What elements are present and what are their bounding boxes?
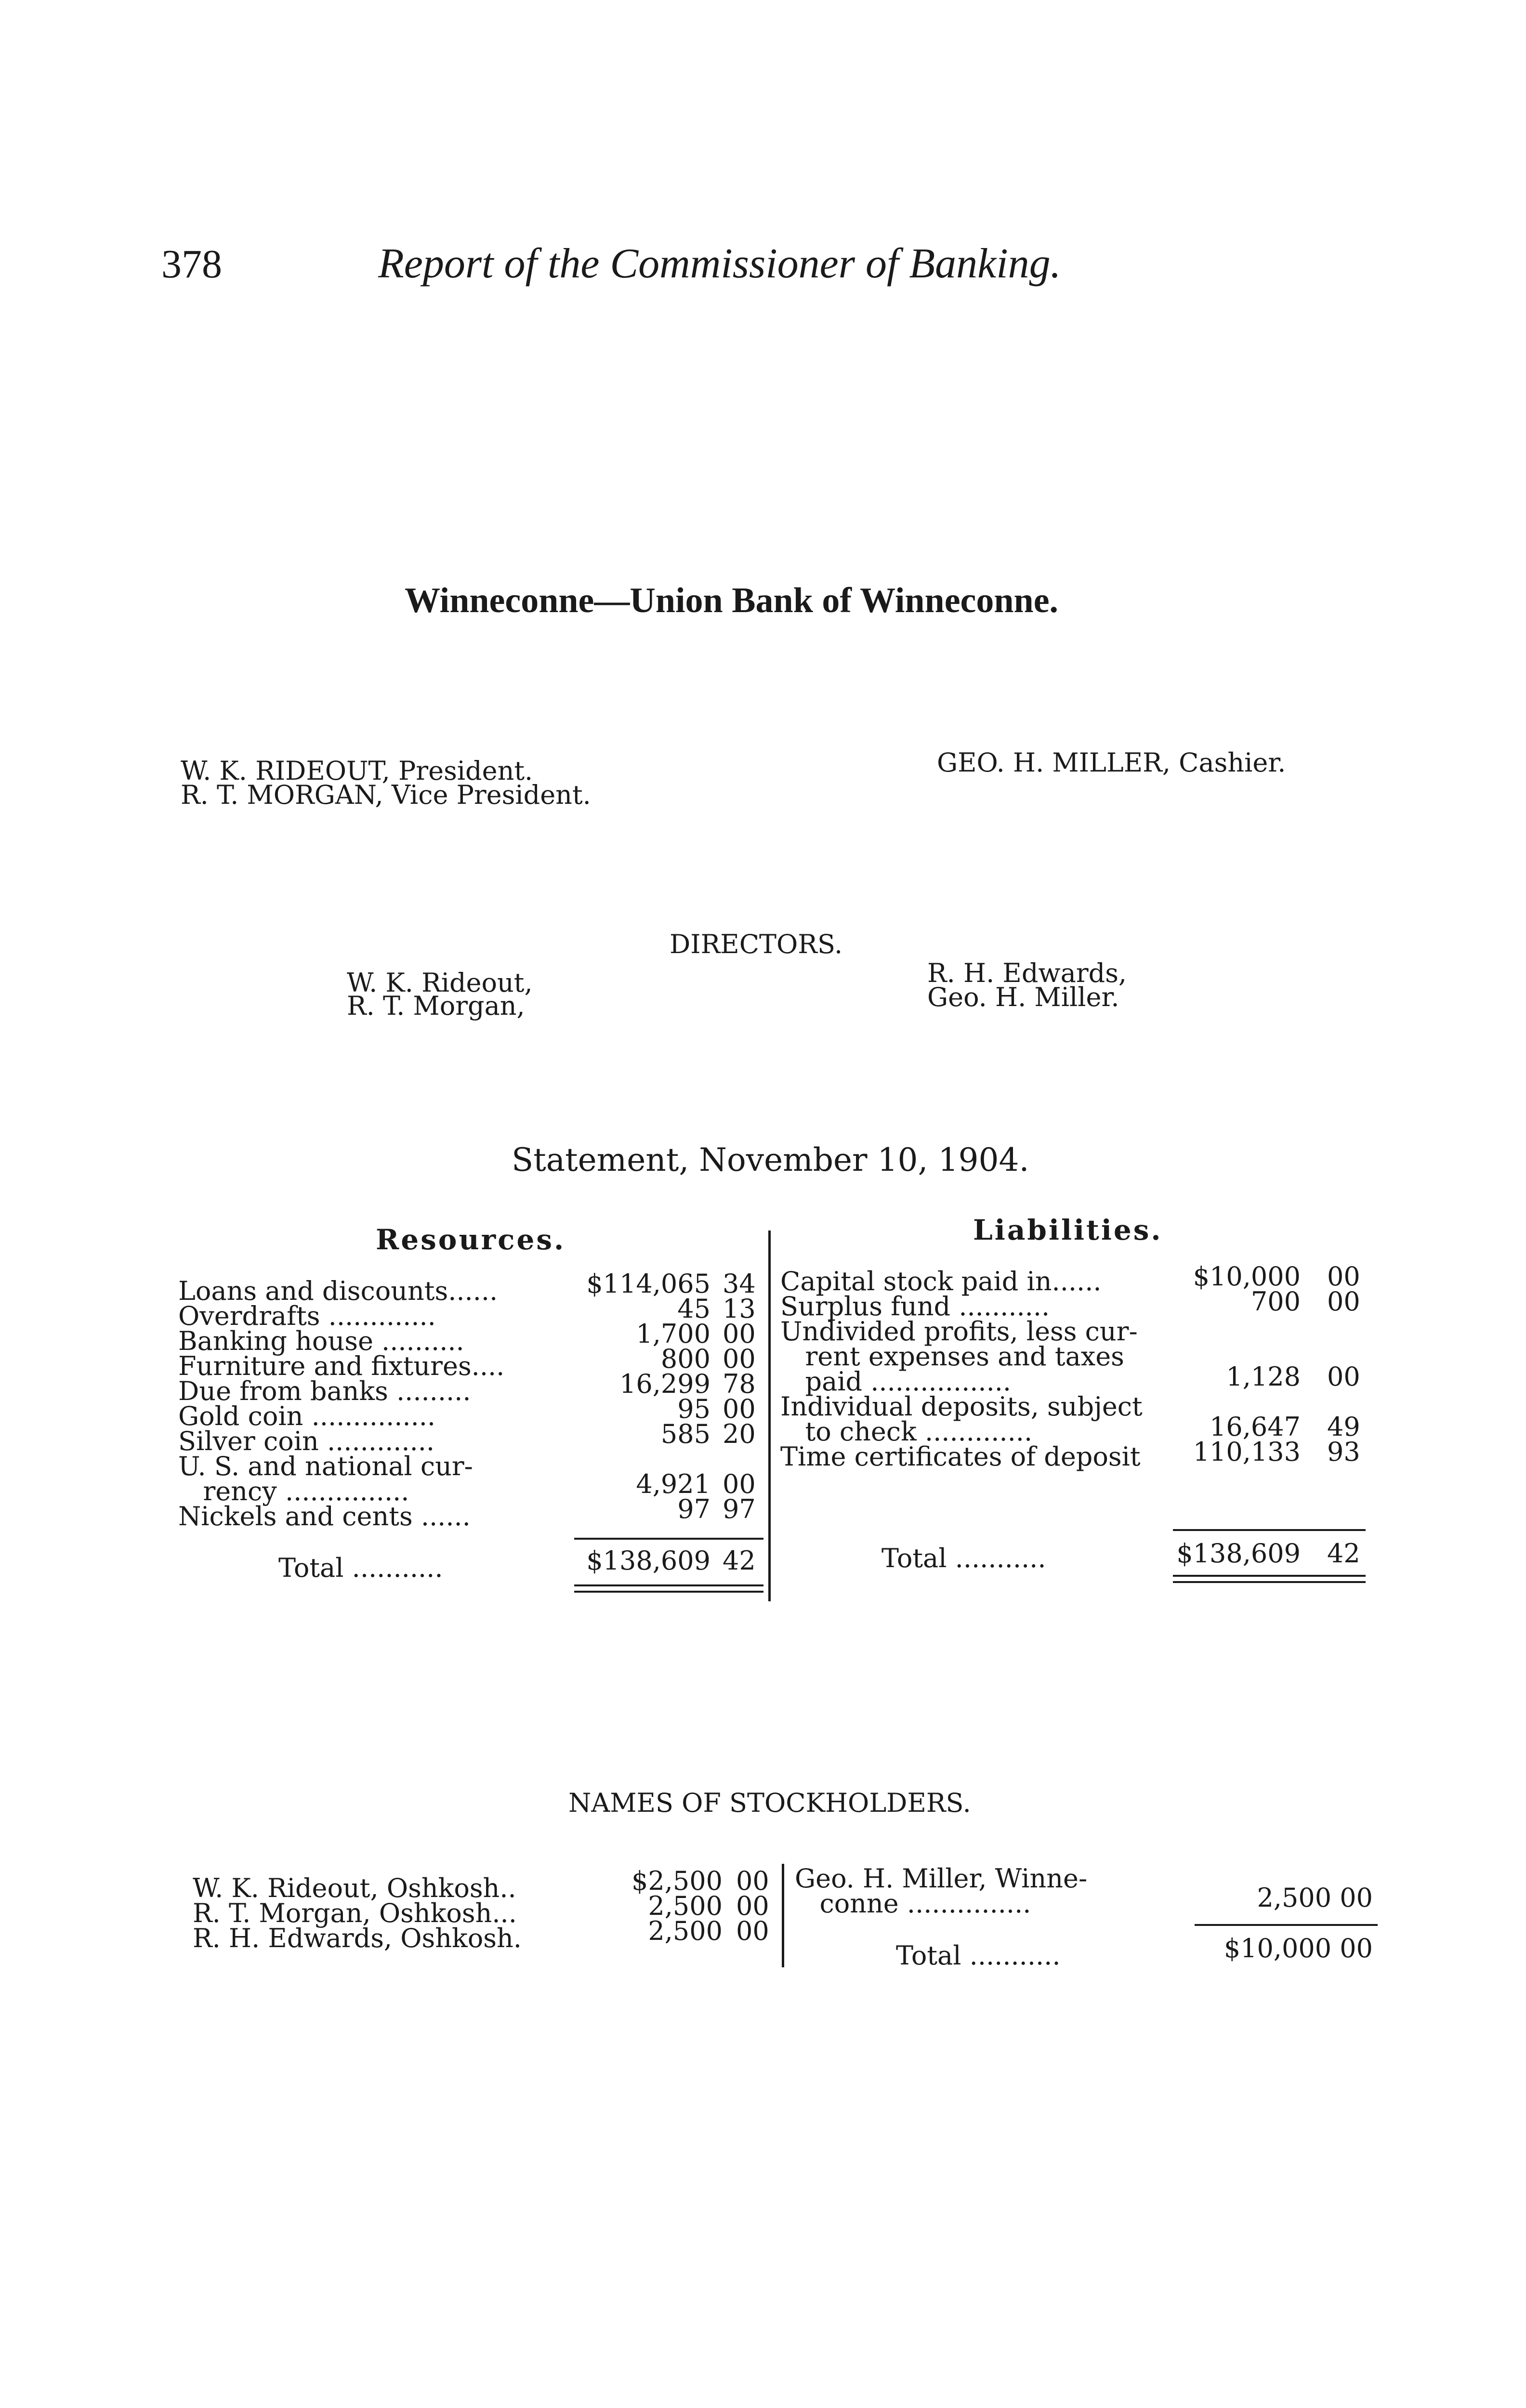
stockholder-dollars: $2,500 — [631, 1866, 723, 1896]
director-right-2: Geo. H. Miller. — [927, 982, 1119, 1012]
resource-label: Furniture and fixtures.... — [178, 1351, 505, 1381]
resource-cents: 00 — [723, 1469, 756, 1499]
liability-label: Surplus fund ........... — [780, 1291, 1050, 1322]
statement-title: Statement, November 10, 1904. — [512, 1141, 1029, 1178]
resource-cents: 97 — [723, 1494, 756, 1524]
director-left-2: R. T. Morgan, — [347, 991, 525, 1021]
resource-cents: 00 — [723, 1344, 756, 1374]
resource-label: Loans and discounts...... — [178, 1276, 498, 1306]
stockholders-total-label: Total ........... — [896, 1940, 1061, 1971]
resource-label: Banking house .......... — [178, 1326, 464, 1356]
liabilities-total-double-rule — [1173, 1581, 1366, 1583]
resource-label: Due from banks ......... — [178, 1376, 471, 1406]
resource-dollars: $114,065 — [586, 1269, 710, 1299]
resource-label: U. S. and national cur- — [178, 1451, 473, 1481]
page-number: 378 — [161, 242, 222, 287]
liabilities-heading: Liabilities. — [973, 1214, 1163, 1246]
resource-cents: 00 — [723, 1319, 756, 1349]
resources-heading: Resources. — [376, 1223, 566, 1256]
stockholders-total-rule — [1195, 1924, 1378, 1926]
stockholder-cents: 00 — [736, 1866, 769, 1896]
liability-dollars: 110,133 — [1193, 1437, 1301, 1467]
officer-vice-president: R. T. MORGAN, Vice President. — [181, 780, 591, 810]
resource-dollars: 97 — [677, 1494, 710, 1524]
liability-cents: 93 — [1327, 1437, 1360, 1467]
resource-cents: 13 — [723, 1294, 756, 1324]
liability-cents: 00 — [1327, 1261, 1360, 1292]
running-title: Report of the Commissioner of Banking. — [378, 240, 1061, 287]
stockholder-dollars: 2,500 — [648, 1916, 723, 1946]
liability-label: rent expenses and taxes — [780, 1341, 1124, 1372]
resource-cents: 00 — [723, 1394, 756, 1424]
resources-total-double-rule — [574, 1584, 763, 1586]
liability-label: Time certificates of deposit — [780, 1441, 1141, 1472]
officer-cashier: GEO. H. MILLER, Cashier. — [937, 747, 1286, 778]
resource-label: Gold coin ............... — [178, 1401, 436, 1431]
stockholders-heading: NAMES OF STOCKHOLDERS. — [568, 1788, 971, 1818]
stockholder-right-amount: 2,500 00 — [1257, 1883, 1373, 1913]
resources-total-label: Total ........... — [278, 1553, 443, 1583]
liabilities-total-dollars: $138,609 — [1176, 1538, 1301, 1569]
resource-dollars: 1,700 — [636, 1319, 710, 1349]
stockholder-name: W. K. Rideout, Oshkosh.. — [193, 1873, 516, 1903]
stockholders-total-amount: $10,000 00 — [1223, 1933, 1373, 1963]
stockholder-right-line1: Geo. H. Miller, Winne- — [795, 1863, 1088, 1894]
resource-dollars: 585 — [660, 1419, 710, 1449]
stockholder-right-line2: conne ............... — [795, 1888, 1031, 1919]
resource-cents: 78 — [723, 1369, 756, 1399]
directors-heading: DIRECTORS. — [670, 929, 843, 959]
stockholder-dollars: 2,500 — [648, 1891, 723, 1921]
liability-label: Undivided profits, less cur- — [780, 1316, 1138, 1347]
resource-label: Nickels and cents ...... — [178, 1501, 471, 1531]
resource-label: Overdrafts ............. — [178, 1301, 436, 1331]
resource-cents: 34 — [723, 1269, 756, 1299]
stockholder-name: R. H. Edwards, Oshkosh. — [193, 1923, 522, 1953]
liability-dollars: 700 — [1250, 1286, 1301, 1317]
liability-label: paid ................. — [780, 1366, 1012, 1397]
liabilities-total-rule — [1173, 1529, 1366, 1531]
officer-president: W. K. RIDEOUT, President. — [181, 756, 533, 786]
liability-cents: 00 — [1327, 1286, 1360, 1317]
liability-dollars: 16,647 — [1210, 1412, 1301, 1442]
resources-total-rule — [574, 1538, 763, 1540]
resource-dollars: 16,299 — [619, 1369, 710, 1399]
liability-dollars: 1,128 — [1226, 1361, 1301, 1392]
stockholder-cents: 00 — [736, 1916, 769, 1946]
liabilities-total-double-rule — [1173, 1575, 1366, 1577]
stockholders-divider — [782, 1864, 784, 1967]
liability-cents: 49 — [1327, 1412, 1360, 1442]
resource-dollars: 45 — [677, 1294, 710, 1324]
column-divider — [768, 1230, 771, 1601]
stockholder-name: R. T. Morgan, Oshkosh... — [193, 1898, 517, 1928]
bank-title: Winneconne—Union Bank of Winneconne. — [405, 581, 1059, 620]
resource-label: rency ............... — [178, 1476, 409, 1506]
resource-cents: 20 — [723, 1419, 756, 1449]
liabilities-total-label: Total ........... — [881, 1543, 1046, 1573]
stockholder-cents: 00 — [736, 1891, 769, 1921]
liability-dollars: $10,000 — [1193, 1261, 1301, 1292]
liability-label: to check ............. — [780, 1416, 1033, 1447]
resources-total-dollars: $138,609 — [586, 1545, 710, 1576]
liability-cents: 00 — [1327, 1361, 1360, 1392]
liability-label: Individual deposits, subject — [780, 1391, 1143, 1422]
liability-label: Capital stock paid in...... — [780, 1266, 1102, 1296]
resources-total-double-rule — [574, 1591, 763, 1593]
director-left-1: W. K. Rideout, — [347, 968, 533, 998]
resource-dollars: 800 — [660, 1344, 710, 1374]
resource-label: Silver coin ............. — [178, 1426, 435, 1456]
director-right-1: R. H. Edwards, — [927, 958, 1127, 988]
resource-dollars: 4,921 — [636, 1469, 710, 1499]
resources-total-cents: 42 — [723, 1545, 756, 1576]
resource-dollars: 95 — [677, 1394, 710, 1424]
liabilities-total-cents: 42 — [1327, 1538, 1360, 1569]
